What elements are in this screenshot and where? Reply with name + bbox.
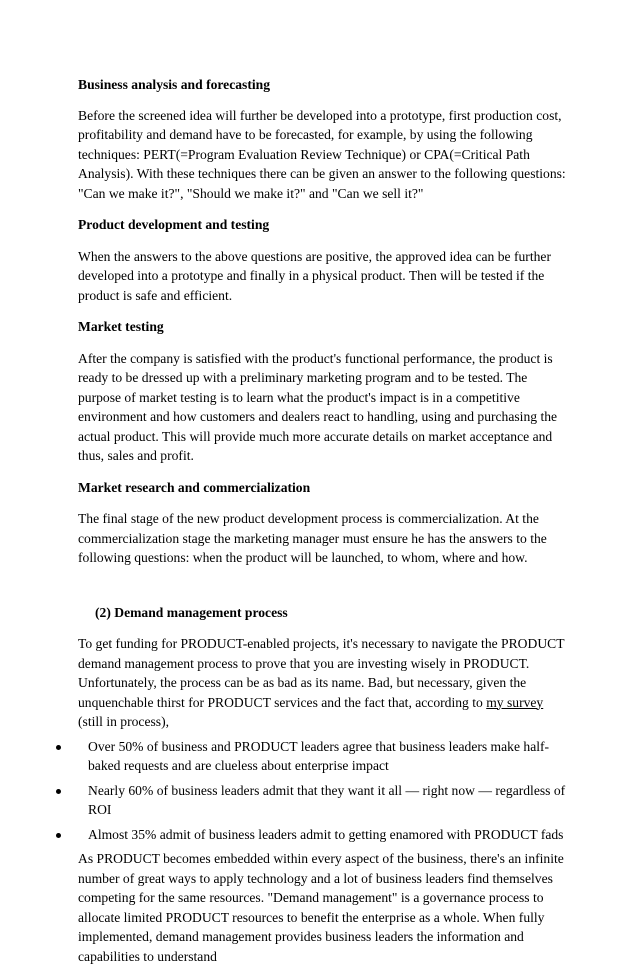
paragraph-market-research: The final stage of the new product development process is commercialization. At the commercialization stage the marketing manager must ensure he has the answers to the following questions: when the product will be launched, to whom, where and how. <box>78 511 547 565</box>
bullet-icon <box>56 789 61 794</box>
paragraph-business-analysis: Before the screened idea will further be developed into a prototype, first production cost, profitability and demand have to be forecasted, for example, by using the following techniques: PERT(=Program Evaluation Review Technique) or CPA(=Critical Path Analysis). With these techniques there can be given an answer to the following questions: "Can we make it?", "Should we make it?" and "Can we sell it?" <box>78 107 566 201</box>
heading-business-analysis: Business analysis and forecasting <box>78 77 270 92</box>
heading-market-research: Market research and commercialization <box>78 479 311 495</box>
bullet-icon <box>56 745 61 750</box>
bullet-icon <box>56 833 61 838</box>
intro-text-before: To get funding for PRODUCT-enabled projects, it's necessary to navigate the PRODUCT demand management process to prove that you are investing wisely in PRODUCT. Unfortunately, the process can be as bad as its name. Bad, but necessary, given the unquenchable thirst for PRODUCT services and the fact that, according to <box>78 636 565 710</box>
list-item <box>56 737 568 776</box>
intro-text-after: (still in process), <box>78 714 169 729</box>
document-body <box>78 75 568 966</box>
paragraph-demand-intro <box>78 634 568 732</box>
list-item-text: Nearly 60% of business leaders admit that they want it all — right now — regardless of ROI <box>88 782 566 817</box>
heading-product-development: Product development and testing <box>78 217 270 232</box>
paragraph-market-testing: After the company is satisfied with the product's functional performance, the product is ready to be dressed up with a preliminary marketing program and to be tested. The purpose of market testing is to learn what the product's impact is in a competitive environment and how customers and dealers react to handling, using and purchasing the actual product. This will provide much more accurate details on market acceptance and thus, sales and profit. <box>78 350 558 463</box>
paragraph-product-development: When the answers to the above questions are positive, the approved idea can be further developed into a prototype and finally in a physical product. Then will be tested if the product is safe and efficient. <box>78 248 551 303</box>
survey-link[interactable]: my survey <box>486 694 544 710</box>
list-item-text: Over 50% of business and PRODUCT leaders agree that business leaders make half-baked requests and are clueless about enterprise impact <box>88 738 550 773</box>
list-item <box>56 781 568 820</box>
paragraph-demand-closing: As PRODUCT becomes embedded within every aspect of the business, there's an infinite number of great ways to apply technology and a lot of business leaders find themselves competing for the same resources. "Demand management" is a governance process to allocate limited PRODUCT resources to benefit the enterprise as a whole. When fully implemented, demand management provides business leaders the information and capabilities to understand <box>78 851 564 964</box>
list-item <box>56 825 568 845</box>
survey-results-list <box>56 737 568 845</box>
heading-market-testing: Market testing <box>78 319 164 334</box>
heading-demand-management: (2) Demand management process <box>95 604 288 620</box>
list-item-text: Almost 35% admit of business leaders admit to getting enamored with PRODUCT fads <box>88 826 564 842</box>
